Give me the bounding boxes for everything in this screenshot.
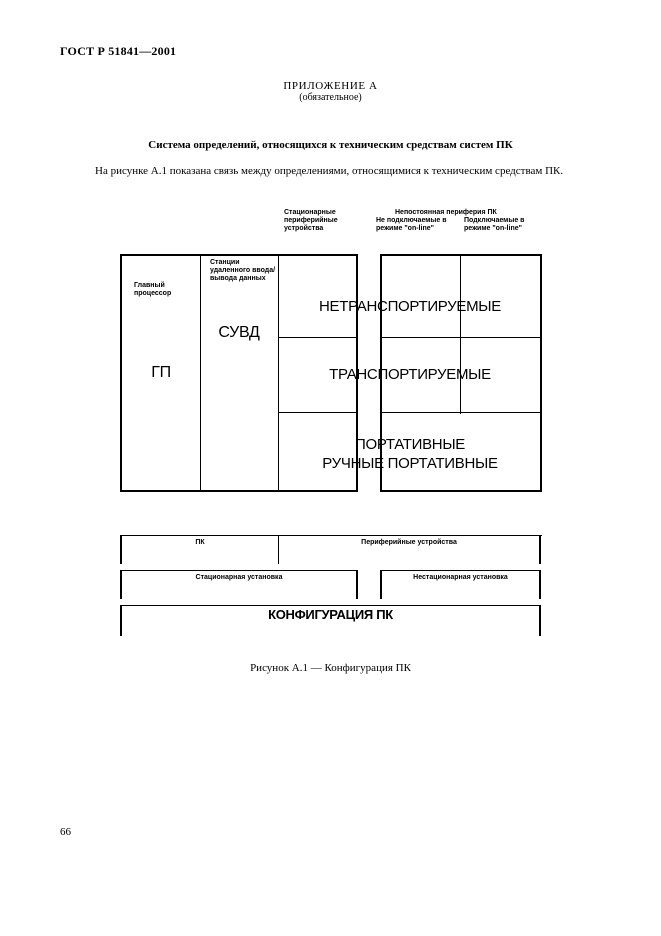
appendix-title: ПРИЛОЖЕНИЕ А [283, 80, 378, 92]
bottom-border-left [120, 490, 357, 492]
page-number: 66 [60, 826, 71, 838]
bracket-2-mid-left [356, 570, 358, 599]
bracket-3-right [539, 605, 541, 636]
bracket-2-top-right [380, 570, 541, 571]
row-divider-2-right [382, 412, 540, 413]
right-border [540, 254, 542, 492]
row-divider-2-left [279, 412, 356, 413]
top-border-left [120, 254, 357, 256]
row-divider-1-left [279, 337, 356, 338]
remote-io-abbr: СУВД [218, 324, 260, 341]
non-stationary-install-label: Нестационарная установка [413, 574, 508, 581]
handheld-label: РУЧНЫЕ ПОРТАТИВНЫЕ [322, 455, 498, 472]
transportable-label: ТРАНСПОРТИРУЕМЫЕ [329, 366, 491, 383]
document-id: ГОСТ Р 51841—2001 [60, 44, 177, 58]
bracket-3-top [120, 605, 541, 606]
bracket-pc-peripherals [120, 535, 542, 565]
bottom-border-right [380, 490, 542, 492]
header-offline: Не подключаемые в режиме "on-line" [376, 217, 447, 232]
stationary-install-label: Стационарная установка [195, 574, 283, 581]
row-divider-1-right [382, 337, 540, 338]
bracket-configuration [120, 605, 542, 637]
header-stationary-peripherals: Стационарные периферийные устройства [284, 209, 338, 232]
non-transportable-label: НЕТРАНСПОРТИРУЕМЫЕ [319, 298, 501, 315]
divider-gp-suvd [200, 254, 201, 492]
bracket-2-right [539, 570, 541, 599]
divider-suvd-stationary [278, 254, 279, 492]
header-non-permanent-peripherals: Непостоянная периферия ПК [395, 209, 497, 216]
portable-label: ПОРТАТИВНЫЕ [354, 436, 466, 453]
remote-io-label: Станции удаленного ввода/вывода данных [210, 259, 276, 282]
bracket-1-right [539, 535, 541, 564]
configuration-label: КОНФИГУРАЦИЯ ПК [268, 607, 393, 622]
peripherals-label: Периферийные устройства [361, 539, 457, 546]
top-border-right [380, 254, 542, 256]
main-processor-label: Главный процессор [134, 282, 172, 297]
section-title: Система определений, относящихся к техническим средствам систем ПК [148, 139, 513, 151]
main-processor-abbr: ГП [151, 364, 171, 381]
intro-paragraph: На рисунке А.1 показана связь между определениями, относящимися к техническим средствам ПК. [95, 165, 564, 177]
divider-offline-online [460, 254, 461, 414]
configuration-diagram [120, 254, 542, 492]
bracket-1-top [120, 535, 542, 536]
bracket-2-top-left [120, 570, 357, 571]
pc-label: ПК [195, 539, 205, 546]
appendix-subtitle: (обязательное) [299, 92, 362, 103]
bracket-installation [120, 570, 542, 600]
header-online: Подключаемые в режиме "on-line" [464, 217, 525, 232]
figure-caption: Рисунок А.1 — Конфигурация ПК [250, 662, 411, 674]
